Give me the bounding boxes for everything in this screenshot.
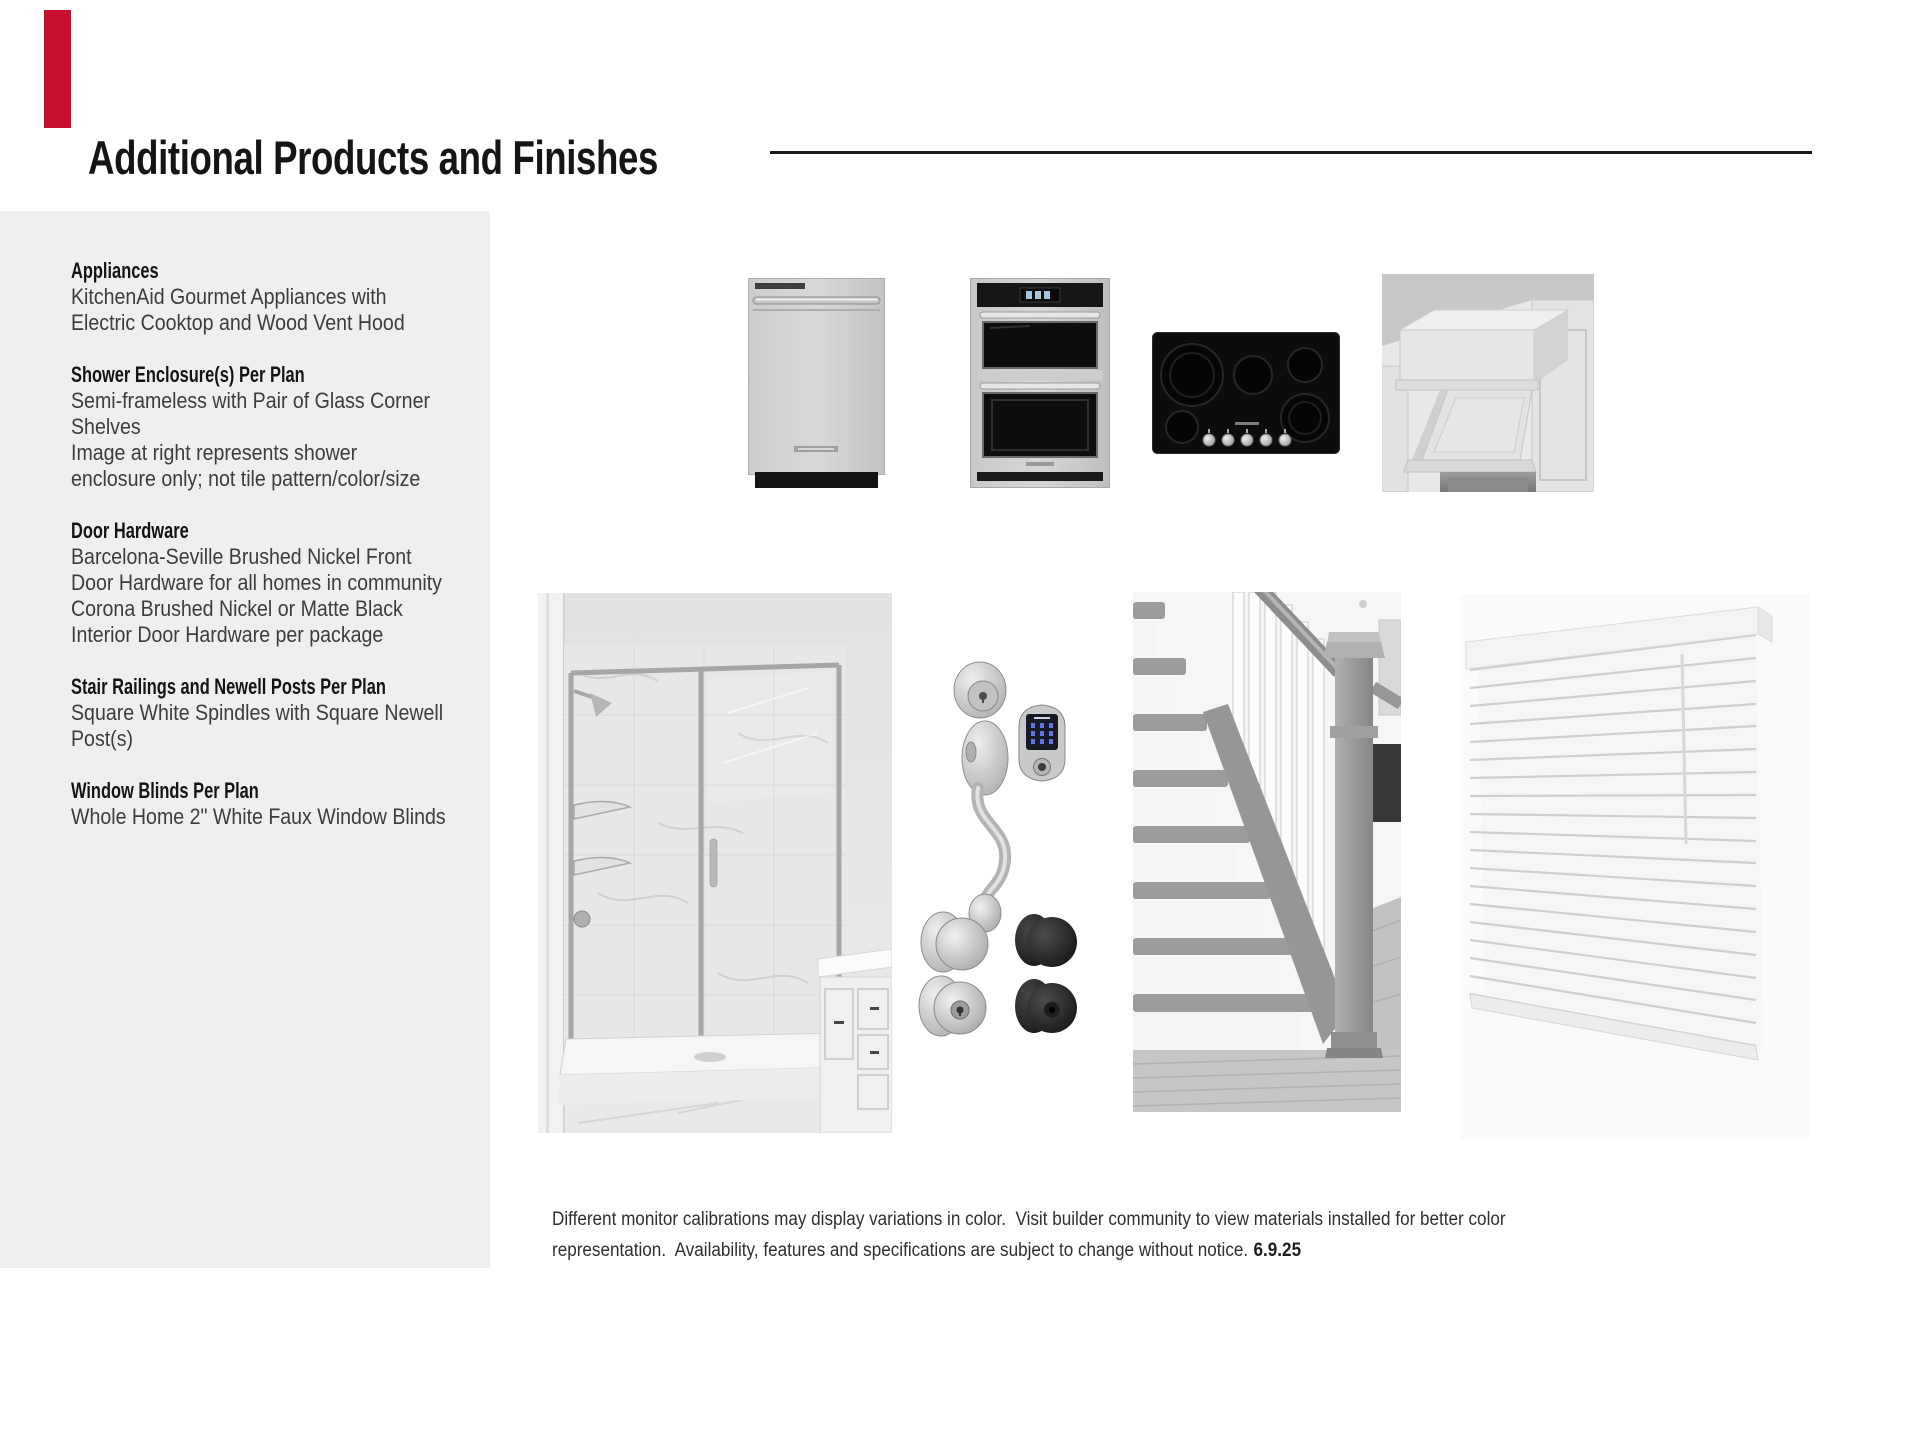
door-hardware-illustration [915,655,1115,1055]
section-heading: Window Blinds Per Plan [71,778,259,803]
shower-illustration [538,593,892,1133]
page-title: Additional Products and Finishes [88,131,659,184]
section-door-hardware [71,518,502,648]
cooktop-photo [1152,332,1340,454]
sidebar-text [71,258,502,856]
section-line: Post(s) [71,726,134,751]
section-shower-enclosure [71,362,502,492]
entry-handleset-nickel [962,721,1008,932]
section-line: Door Hardware for all homes in community [71,570,442,595]
section-heading: Shower Enclosure(s) Per Plan [71,362,305,387]
stairs-illustration [1133,592,1401,1112]
section-line: KitchenAid Gourmet Appliances with [71,284,387,309]
shower-enclosure-photo [538,593,892,1133]
wall-oven-photo [970,278,1110,488]
disclaimer-line-2-text: representation. Availability, features and specifications are subject to change without notice. [552,1240,1249,1261]
disclaimer-line-2 [552,1235,1506,1266]
section-line: Corona Brushed Nickel or Matte Black [71,596,403,621]
red-accent-bar [44,10,71,128]
dishwasher-illustration [748,278,885,492]
dishwasher-photo [748,278,885,492]
keypad-deadbolt [1019,705,1065,781]
title-rule [770,151,1812,154]
section-window-blinds [71,778,502,830]
knob-nickel-keyed [919,976,986,1036]
section-line: Barcelona-Seville Brushed Nickel Front [71,544,412,569]
vent-hood-photo [1382,274,1594,492]
knob-black-keyed [1015,979,1077,1033]
section-line: Image at right represents shower [71,440,358,465]
section-line: Shelves [71,414,141,439]
section-stair-railings [71,674,502,752]
cooktop-illustration [1152,332,1340,454]
blinds-illustration [1460,594,1810,1139]
section-appliances [71,258,502,336]
section-heading: Stair Railings and Newell Posts Per Plan [71,674,386,699]
window-blinds-photo [1460,594,1810,1139]
revision-date: 6.9.25 [1253,1240,1302,1261]
disclaimer [552,1204,1612,1266]
wall-oven-illustration [970,278,1110,488]
section-heading: Appliances [71,258,159,283]
disclaimer-line-1: Different monitor calibrations may display variations in color. Visit builder community to view materials installed for better color [552,1209,1506,1230]
knob-black-passage [1015,914,1077,967]
section-line: Whole Home 2" White Faux Window Blinds [71,804,446,829]
vent-hood-illustration [1382,274,1594,492]
section-line: Semi-frameless with Pair of Glass Corner [71,388,430,413]
section-line: Square White Spindles with Square Newell [71,700,444,725]
section-line: Interior Door Hardware per package [71,622,384,647]
deadbolt-nickel [954,662,1006,718]
section-heading: Door Hardware [71,518,189,543]
section-line: Electric Cooktop and Wood Vent Hood [71,310,405,335]
section-line: enclosure only; not tile pattern/color/size [71,466,421,491]
stair-railing-photo [1133,592,1401,1112]
door-hardware-photo [915,655,1115,1055]
